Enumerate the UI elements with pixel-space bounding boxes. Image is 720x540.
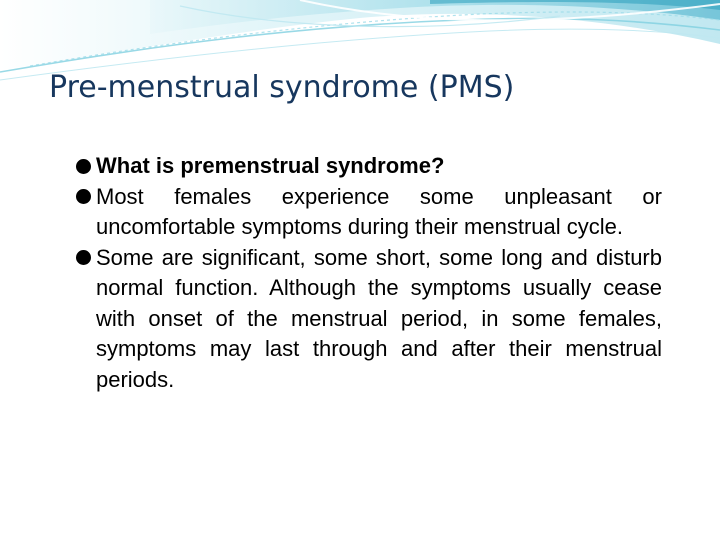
bullet-icon bbox=[76, 250, 91, 265]
bullet-icon bbox=[76, 189, 91, 204]
header-wave-decoration bbox=[0, 0, 720, 130]
bullet-item bbox=[76, 243, 662, 396]
bullet-text: Most females experience some unpleasant or uncomfortable symptoms during their menstrual cycle. bbox=[96, 183, 662, 239]
slide-title: Pre-menstrual syndrome (PMS) bbox=[49, 70, 515, 105]
bullet-text: What is premenstrual syndrome? bbox=[96, 153, 445, 178]
bullet-icon bbox=[76, 159, 91, 174]
bullet-item bbox=[76, 151, 662, 182]
bullet-list bbox=[76, 151, 662, 395]
bullet-text: Some are significant, some short, some long and disturb normal function. Although the symptoms usually cease with onset of the menstrual period, in some females, symptoms may last through and after their menstrual periods. bbox=[96, 244, 662, 392]
bullet-item bbox=[76, 182, 662, 243]
